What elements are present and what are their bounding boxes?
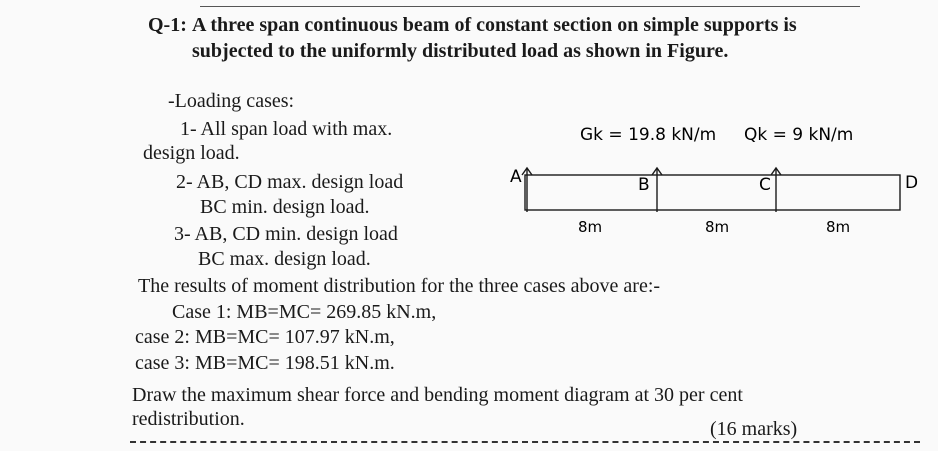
case3-line-2: BC max. design load.	[198, 248, 371, 270]
case1-line-2: design load.	[143, 142, 240, 164]
case1-line-1: 1- All span load with max.	[180, 118, 393, 140]
span-bc-label: 8m	[705, 218, 730, 236]
case3-line-1: 3- AB, CD min. design load	[174, 223, 398, 245]
marks-label: (16 marks)	[710, 418, 798, 440]
results-intro: The results of moment distribution for the three cases above are:-	[138, 275, 661, 297]
support-c-label: C	[759, 175, 771, 195]
case2-line-1: 2- AB, CD max. design load	[176, 171, 404, 193]
loading-heading: -Loading cases:	[168, 90, 295, 112]
result-case-3: case 3: MB=MC= 198.51 kN.m.	[135, 352, 395, 374]
beam-outline	[525, 175, 900, 210]
case2-line-2: BC min. design load.	[200, 196, 370, 218]
qk-load-label: Qk = 9 kN/m	[744, 125, 854, 145]
span-cd-label: 8m	[826, 218, 851, 236]
support-a-label: A	[510, 167, 522, 187]
support-d-label: D	[905, 173, 919, 193]
question-line-2: subjected to the uniformly distributed load as shown in Figure.	[192, 40, 729, 62]
task-line-1: Draw the maximum shear force and bending moment diagram at 30 per cent	[132, 384, 743, 406]
question-line-1: A three span continuous beam of constant section on simple supports is	[192, 14, 797, 36]
gk-load-label: Gk = 19.8 kN/m	[580, 125, 717, 145]
task-line-2: redistribution.	[132, 408, 245, 430]
bottom-rule	[130, 441, 920, 443]
question-number: Q-1:	[148, 14, 187, 36]
result-case-2: case 2: MB=MC= 107.97 kN.m,	[135, 326, 395, 348]
result-case-1: Case 1: MB=MC= 269.85 kN.m,	[172, 301, 437, 323]
span-ab-label: 8m	[578, 218, 603, 236]
support-b-label: B	[638, 175, 650, 195]
